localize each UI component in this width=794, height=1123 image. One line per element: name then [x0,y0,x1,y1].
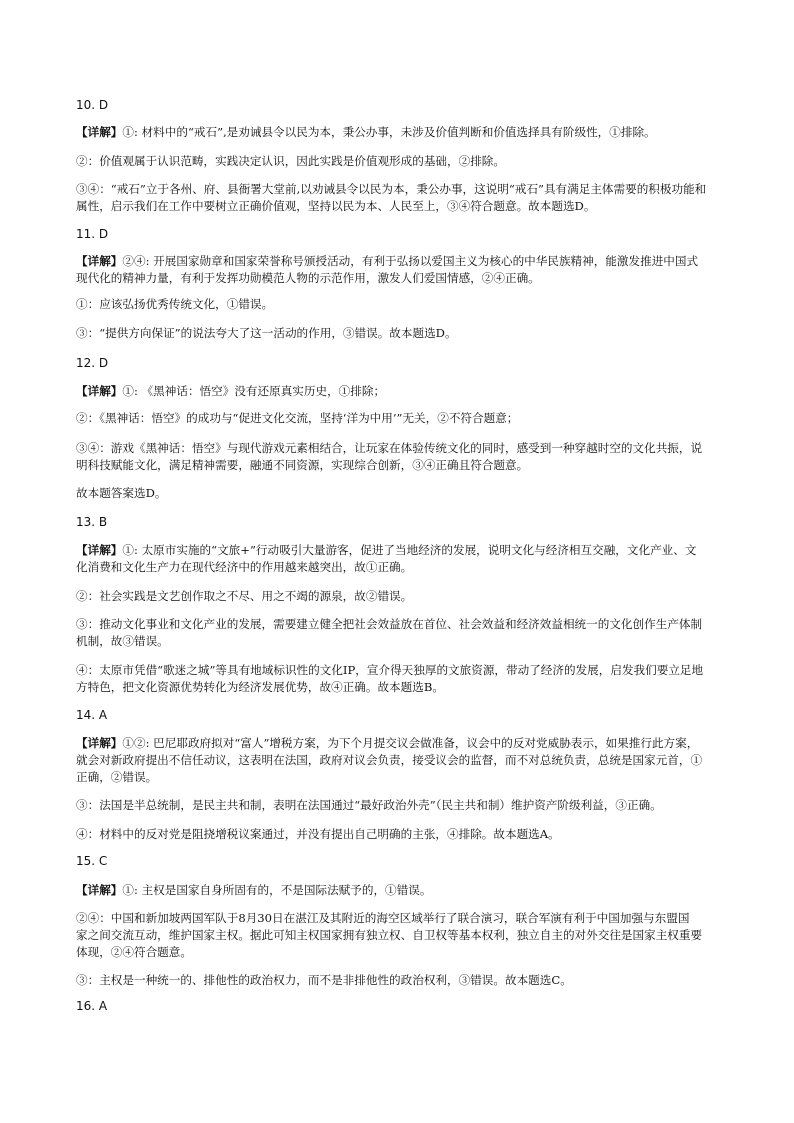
answer-key: 15. C [76,854,108,868]
explanation-text: 正确，②错误。 [76,770,158,784]
option-lead: ①: [122,384,142,398]
answer-key: 14. A [76,708,108,722]
explanation-text: ②：《黑神话：悟空》的成功与“促进文化交流，坚持‘洋为中用’”无关，②不符合题意； [76,411,519,425]
explanation-text: ②：价值观属于认识范畴，实践决定认识，因此实践是价值观形成的基础，②排除。 [76,154,505,168]
answer-key: 16. A [76,999,108,1013]
question-number [76,707,724,724]
explanation-text: ③：“提供方向保证”的说法夸大了这一活动的作用，③错误。故本题选D。 [76,326,457,340]
explanation-text: ①：应该弘扬优秀传统文化，①错误。 [76,297,274,311]
explanation-line [76,410,724,427]
explanation-text: ③④：“戒石”立于各州、府、县衙署大堂前,以劝诫县令以民为本，秉公办事，这说明“戒石”具有满足主体需要的积极功能和 [76,182,707,196]
explanation-line [76,124,724,141]
explanation-text: 方特色，把文化资源优势转化为经济发展优势，故④正确。故本题选B。 [76,680,444,694]
explanation-text: 现代化的精神力量，有利于发挥功勋模范人物的示范作用，激发人们爱国情感，②④正确。 [76,271,540,285]
explanation-line [76,198,724,215]
explanation-line [76,485,724,502]
question-number [76,226,724,243]
explanation-text: 属性，启示我们在工作中要树立正确价值观，坚持以民为本、人民至上，③④符合题意。故本题选D。 [76,199,596,213]
explanation-text: 巴尼耶政府拟对“富人”增税方案，为下个月提交议会做准备，议会中的反对党威胁表示，如果推行此方案， [153,736,699,750]
answer-key: 11. D [76,227,109,241]
option-lead: ①: [122,543,142,557]
explanation-line [76,910,724,927]
explanation-text: ②④：中国和新加坡两国军队于8月30日在湛江及其附近的海空区域举行了联合演习，联合军演有利于中国加强与东盟国 [76,911,690,925]
answer-key: 10. D [76,98,109,112]
option-lead: ①: [122,883,142,897]
explanation-line [76,440,724,457]
answer-key: 13. B [76,515,108,529]
explanation-line [76,542,724,559]
explanation-text: ④：太原市凭借“歌迷之城”等具有地域标识性的文化IP，宣介得天独厚的文旅资源，带动了经济的发展，启发我们要立足地 [76,663,704,677]
explanation-line [76,752,724,769]
explanation-line [76,325,724,342]
question-number [76,853,724,870]
explanation-line [76,588,724,605]
detail-tag: 【详解】 [76,125,123,139]
explanation-line [76,253,724,270]
explanation-line [76,735,724,752]
explanation-text: 故本题答案选D。 [76,486,167,500]
explanation-line [76,882,724,899]
explanation-line [76,296,724,313]
option-lead: ①②: [122,736,154,750]
explanation-text: 体现，②④符合题意。 [76,945,192,959]
detail-tag: 【详解】 [76,543,123,557]
explanation-text: 就会对新政府提出不信任动议，这表明在法国，政府对议会负责，接受议会的监督，而不对总统负责，总统是国家元首，① [76,753,703,767]
explanation-line [76,559,724,576]
option-lead: ②④: [122,254,154,268]
explanation-text: ③④：游戏《黑神话：悟空》与现代游戏元素相结合，让玩家在体验传统文化的同时，感受到一种穿越时空的文化共振，说 [76,441,703,455]
explanation-line [76,181,724,198]
explanation-text: 开展国家勋章和国家荣誉称号颁授活动，有利于弘扬以爱国主义为核心的中华民族精神，能激发推进中国式 [153,254,699,268]
explanation-text: ③：推动文化事业和文化产业的发展，需要建立健全把社会效益放在首位、社会效益和经济效益相统一的文化创作生产体制 [76,617,703,631]
question-number [76,97,724,114]
explanation-text: 主权是国家自身所固有的，不是国际法赋予的，①错误。 [141,883,432,897]
question-number [76,998,724,1015]
explanation-line [76,633,724,650]
explanation-text: 太原市实施的“文旅+”行动吸引大量游客，促进了当地经济的发展，说明文化与经济相互交融，文化产业、文 [141,543,697,557]
explanation-line [76,153,724,170]
explanation-line [76,826,724,843]
explanation-line [76,797,724,814]
explanation-line [76,679,724,696]
detail-tag: 【详解】 [76,736,123,750]
explanation-line [76,769,724,786]
explanation-text: ③：法国是半总统制，是民主共和制，表明在法国通过“最好政治外壳”（民主共和制）维护资产阶级利益，③正确。 [76,798,662,812]
explanation-text: ④：材料中的反对党是阻挠增税议案通过，并没有提出自己明确的主张，④排除。故本题选A。 [76,827,560,841]
explanation-text: ③：主权是一种统一的、排他性的政治权力，而不是非排他性的政治权利，③错误。故本题选C。 [76,973,572,987]
explanation-text: 家之间交流互动，维护国家主权。据此可知主权国家拥有独立权、自卫权等基本权利，独立自主的对外交往是国家主权重要 [76,928,703,942]
explanation-text: 明科技赋能文化，满足精神需要，融通不同资源，实现综合创新，③④正确且符合题意。 [76,458,529,472]
explanation-line [76,662,724,679]
explanation-line [76,944,724,961]
question-number [76,355,724,372]
explanation-text: 机制，故③错误。 [76,634,169,648]
option-lead: ①: [122,125,142,139]
detail-tag: 【详解】 [76,883,123,897]
question-number [76,514,724,531]
explanation-line [76,927,724,944]
explanation-text: 化消费和文化生产力在现代经济中的作用越来越突出，故①正确。 [76,560,413,574]
explanation-text: 《黑神话：悟空》没有还原真实历史，①排除； [141,384,386,398]
answer-key: 12. D [76,356,109,370]
detail-tag: 【详解】 [76,384,123,398]
explanation-text: ②：社会实践是文艺创作取之不尽、用之不竭的源泉，故②错误。 [76,589,413,603]
explanation-line [76,383,724,400]
explanation-text: 材料中的“戒石”,是劝诫县令以民为本，秉公办事，未涉及价值判断和价值选择具有阶级性，①排除。 [141,125,656,139]
detail-tag: 【详解】 [76,254,123,268]
explanation-line [76,972,724,989]
explanation-line [76,457,724,474]
explanation-line [76,270,724,287]
explanation-line [76,616,724,633]
